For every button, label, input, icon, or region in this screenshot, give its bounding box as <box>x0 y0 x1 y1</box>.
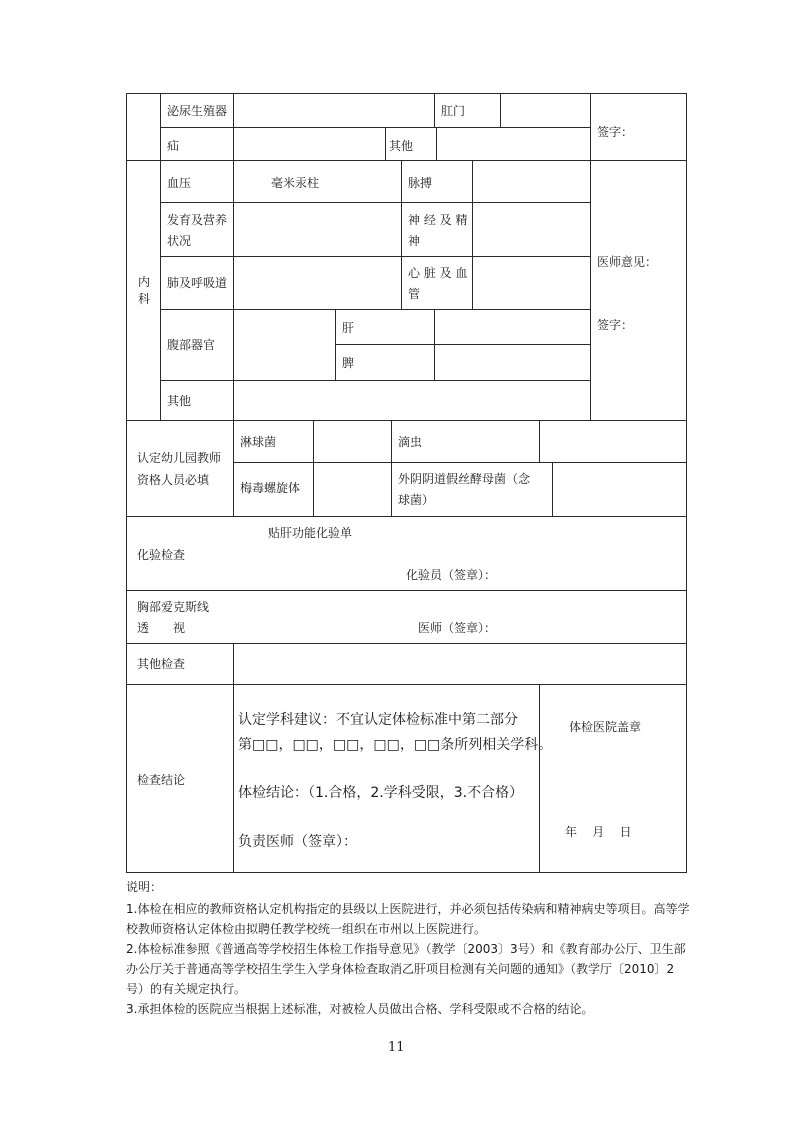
divider <box>126 516 686 517</box>
divider <box>436 127 437 161</box>
divider <box>590 160 591 421</box>
table-border-left <box>126 93 127 873</box>
heart-label-line2: 管 <box>408 287 421 301</box>
exam-result-line: 体检结论：（1.合格，2.学科受限，3.不合格） <box>238 785 524 801</box>
subject-advice-line1: 认定学科建议：不宜认定体检标准中第二部分 <box>238 712 518 728</box>
divider <box>335 344 590 345</box>
table-border-top <box>126 93 686 94</box>
divider <box>160 256 590 257</box>
table-border-bottom <box>126 872 686 873</box>
divider <box>335 309 336 381</box>
divider <box>539 420 540 463</box>
divider <box>233 160 234 421</box>
syphilis-label: 梅毒螺旋体 <box>240 481 301 495</box>
divider <box>552 462 553 517</box>
divider <box>391 420 392 517</box>
notes-heading: 说明： <box>126 880 163 894</box>
internal-sign-label: 签字： <box>597 318 634 332</box>
genitourinary-label: 泌尿生殖器 <box>167 104 228 118</box>
lab-test-label: 化验检查 <box>137 548 186 562</box>
candida-label-line1: 外阴阴道假丝酵母菌（念 <box>398 472 531 486</box>
divider <box>160 202 590 203</box>
neuro-label-line2: 神 <box>408 234 421 248</box>
divider <box>126 684 686 685</box>
divider <box>160 380 590 381</box>
table-border-right <box>686 93 687 873</box>
trichomonas-label: 滴虫 <box>398 435 423 449</box>
surgery-other-label: 其他 <box>389 139 414 153</box>
page-number: 11 <box>388 1040 405 1055</box>
xray-label-line1: 胸部爱克斯线 <box>137 600 210 614</box>
conclusion-label: 检查结论 <box>137 773 186 787</box>
hernia-label: 疝 <box>167 139 180 153</box>
internal-medicine-label: 内科 <box>138 275 151 306</box>
note-item-2: 2.体检标准参照《普通高等学校招生体检工作指导意见》（教学〔2003〕3号）和《教育部办公厅、卫生部办公厅关于普通高等学校招生学生入学身体检查取消乙肝项目检测有关问题的通知》（教学厅〔2010〕2号）的有关规定执行。 <box>126 942 686 996</box>
divider <box>313 420 314 517</box>
liver-sheet-note: 贴肝功能化验单 <box>268 526 353 540</box>
divider <box>160 309 590 310</box>
subject-advice-line2: 第□□，□□，□□，□□，□□条所列相关学科。 <box>238 737 553 753</box>
hospital-seal-label: 体检医院盖章 <box>569 720 642 734</box>
kindergarten-label-line2: 资格人员必填 <box>137 473 210 487</box>
abdomen-label: 腹部器官 <box>167 338 216 352</box>
blood-pressure-label: 血压 <box>167 176 192 190</box>
internal-other-label: 其他 <box>167 394 192 408</box>
date-label: 年 月 日 <box>565 825 632 839</box>
lung-label: 肺及呼吸道 <box>167 276 228 290</box>
surgery-sign-label: 签字： <box>597 125 634 139</box>
liver-label: 肝 <box>342 321 355 335</box>
divider <box>126 590 686 591</box>
divider <box>385 127 386 161</box>
divider <box>160 127 590 128</box>
divider <box>590 93 591 161</box>
divider <box>539 684 540 873</box>
kindergarten-label-line1: 认定幼儿园教师 <box>137 451 222 465</box>
divider <box>233 420 234 517</box>
note-item-1: 1.体检在相应的教师资格认定机构指定的县级以上医院进行，并必须包括传染病和精神病史等项目。高等学校教师资格认定体检由拟聘任教学校统一组织在市州以上医院进行。 <box>126 902 690 936</box>
note-item-3: 3.承担体检的医院应当根据上述标准，对被检人员做出合格、学科受限或不合格的结论。 <box>126 1002 594 1016</box>
doctor-opinion-label: 医师意见： <box>597 255 658 269</box>
divider <box>126 643 686 644</box>
divider <box>126 160 686 161</box>
xray-label-line2b: 视 <box>173 621 186 635</box>
responsible-doctor-signature: 负责医师（签章）： <box>238 834 357 850</box>
divider <box>160 93 161 161</box>
divider <box>126 420 686 421</box>
blood-pressure-unit: 毫米汞柱 <box>271 176 320 190</box>
xray-label-line2a: 透 <box>137 621 150 635</box>
development-label-line1: 发育及营养 <box>167 213 228 227</box>
gonococcus-label: 淋球菌 <box>240 435 277 449</box>
divider <box>233 684 234 873</box>
heart-label-line1: 心 脏 及 血 <box>408 266 468 280</box>
xray-signature-label: 医师（签章）： <box>418 621 497 635</box>
development-label-line2: 状况 <box>167 234 192 248</box>
divider <box>434 93 435 128</box>
divider <box>160 160 161 421</box>
spleen-label: 脾 <box>342 356 355 370</box>
neuro-label-line1: 神 经 及 精 <box>408 213 468 227</box>
candida-label-line2: 球菌） <box>398 493 435 507</box>
divider <box>233 93 234 161</box>
other-exam-label: 其他检查 <box>137 657 186 671</box>
anus-label: 肛门 <box>441 104 466 118</box>
divider <box>500 93 501 128</box>
lab-signature-label: 化验员（签章）： <box>406 568 497 582</box>
pulse-label: 脉搏 <box>408 176 433 190</box>
divider <box>472 160 473 310</box>
divider <box>434 309 435 381</box>
divider <box>233 643 234 685</box>
divider <box>233 462 686 463</box>
divider <box>401 160 402 310</box>
